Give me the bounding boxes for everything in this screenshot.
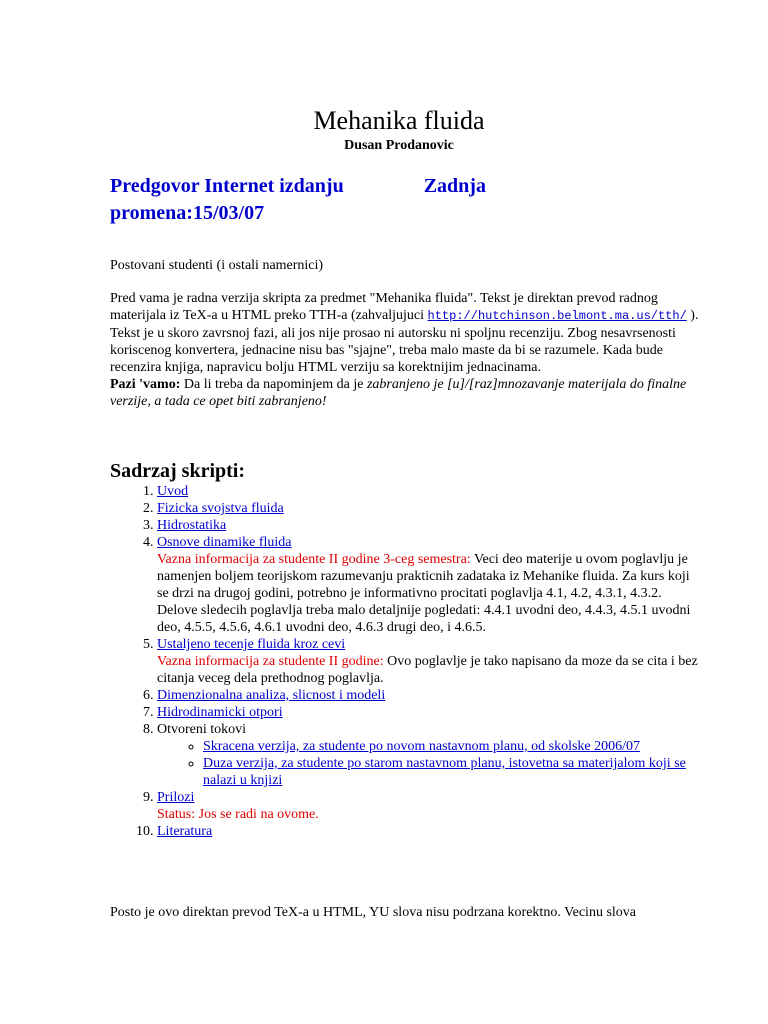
intro-paragraph: [110, 290, 700, 410]
preface-heading: [110, 173, 670, 227]
toc-link-dinamika[interactable]: Osnove dinamike fluida: [157, 535, 292, 550]
toc-link-dimenzionalna[interactable]: Dimenzionalna analiza, slicnost i modeli: [157, 688, 386, 703]
toc-item-otpori: [157, 704, 700, 721]
warning-text: Da li treba da napominjem da je: [180, 377, 367, 392]
toc-link-uvod[interactable]: Uvod: [157, 484, 189, 499]
toc-item-cevi: [157, 636, 700, 687]
toc-link-otpori[interactable]: Hidrodinamicki otpori: [157, 705, 283, 720]
greeting-text: Postovani studenti (i ostali namernici): [110, 258, 324, 273]
toc-item-literatura: [157, 823, 700, 840]
toc-note-dinamika: Veci deo materije u ovom poglavlju je namenjen boljem teorijskom razumevanju prakticnih zadataka iz Mehanike fluida. Za kurs koji se drzi na drugoj godini, potrebno je informativno procitati poglavlja 4.1, 4.2, 4.3.1, 4.3.2. Delove sledecih poglavlja treba malo detaljnije pogledati: 4.4.1 uvodni deo, 4.4.3, 4.5.1 uvodni deo, 4.5.5, 4.5.6, 4.6.1 uvodni deo, 4.6.3 drugi deo, i 4.6.5.: [157, 552, 691, 635]
preface-heading-right: Zadnja: [423, 175, 486, 197]
toc-item-prilozi: [157, 789, 700, 823]
toc-link-cevi[interactable]: Ustaljeno tecenje fluida kroz cevi: [157, 637, 346, 652]
footer-paragraph: Posto je ovo direktan prevod TeX-a u HTML, YU slova nisu podrzana korektno. Vecinu slova: [110, 905, 636, 920]
preface-heading-date: promena:15/03/07: [110, 202, 265, 224]
toc-item-dimenzionalna: [157, 687, 700, 704]
toc-link-skracena[interactable]: Skracena verzija, za studente po novom nastavnom planu, od skolske 2006/07: [203, 739, 641, 754]
toc-subitem-duza: [203, 755, 700, 789]
toc-link-hidrostatika[interactable]: Hidrostatika: [157, 518, 227, 533]
warning-label: Pazi 'vamo:: [110, 377, 181, 392]
author-name: Dusan Prodanovic: [344, 138, 454, 153]
toc-link-duza[interactable]: Duza verzija, za studente po starom nastavnom planu, istovetna sa materijalom koji se nalazi u knjizi: [203, 756, 686, 788]
toc-note-red-cevi: Vazna informacija za studente II godine:: [157, 654, 384, 669]
intro-text-2: ). Tekst je u skoro zavrsnoj fazi, ali jos nije prosao ni autorsku ni spoljnu recenziju. Zbog nesavrsenosti koriscenog konvertera, jednacine nisu bas "sjajne", treba malo maste da bi se razumele. Kada bude recenzira knjiga, napravicu bolju HTML verziju sa korektnijim jednacinama.: [110, 308, 699, 375]
toc-sublist-tokovi: [157, 738, 700, 789]
toc-item-tokovi: [157, 721, 700, 789]
toc-item-dinamika: [157, 534, 700, 636]
table-of-contents: [110, 483, 700, 840]
toc-label-tokovi: Otvoreni tokovi: [157, 722, 247, 737]
toc-item-fizicka: [157, 500, 700, 517]
page-title: Mehanika fluida: [313, 106, 485, 136]
toc-link-fizicka[interactable]: Fizicka svojstva fluida: [157, 501, 284, 516]
toc-subitem-skracena: [203, 738, 700, 755]
preface-heading-left: Predgovor Internet izdanju: [110, 175, 344, 197]
toc-list: [110, 483, 700, 840]
toc-status-prilozi: Status: Jos se radi na ovome.: [157, 807, 319, 822]
toc-note-cevi: Ovo poglavlje je tako napisano da moze da se cita i bez citanja veceg dela prethodnog poglavlja.: [157, 654, 698, 686]
toc-note-red-dinamika: Vazna informacija za studente II godine 3-ceg semestra:: [157, 552, 471, 567]
toc-item-hidrostatika: [157, 517, 700, 534]
toc-item-uvod: [157, 483, 700, 500]
toc-heading: Sadrzaj skripti:: [110, 460, 245, 482]
tth-link[interactable]: http://hutchinson.belmont.ma.us/tth/: [427, 309, 687, 323]
warning-italic: zabranjeno je [u]/[raz]mnozavanje materijala do finalne verzije, a tada ce opet biti zabranjeno!: [110, 377, 687, 409]
intro-text-1: Pred vama je radna verzija skripta za predmet "Mehanika fluida". Tekst je direktan prevod radnog materijala iz TeX-a u HTML preko TTH-a (zahvaljujuci: [110, 291, 658, 323]
toc-link-literatura[interactable]: Literatura: [157, 824, 213, 839]
toc-link-prilozi[interactable]: Prilozi: [157, 790, 195, 805]
